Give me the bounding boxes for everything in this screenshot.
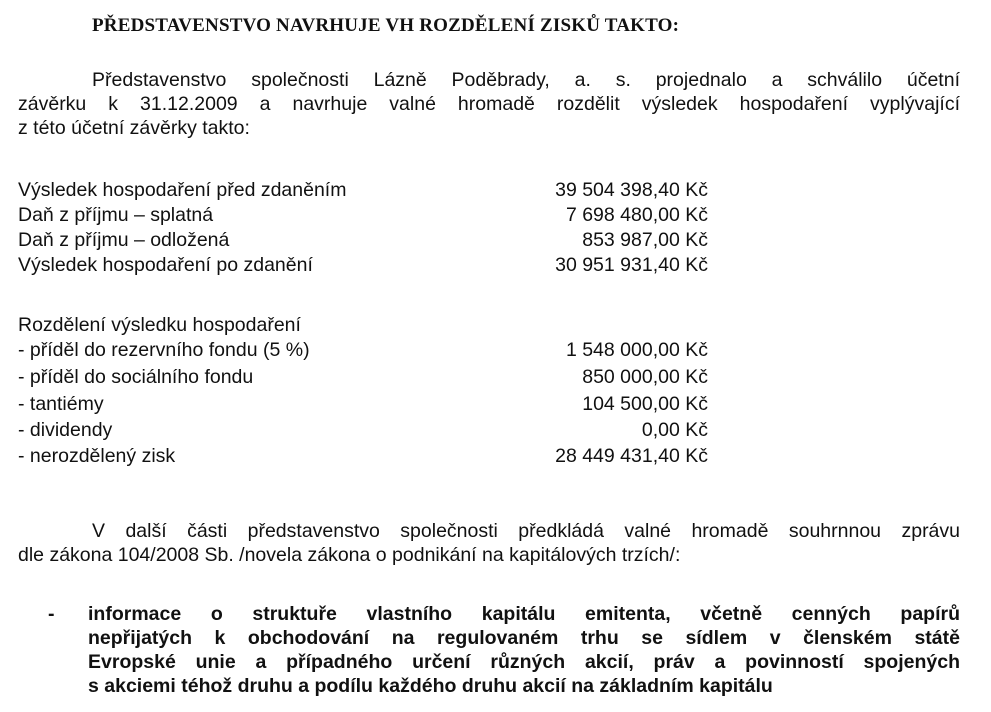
distribution-label: - nerozdělený zisk [18, 445, 176, 467]
distribution-amount: 850 000,00 Kč [582, 366, 708, 388]
bullet-line: s akciemi téhož druhu a podílu každého druhu akcií na základním kapitálu [88, 675, 773, 697]
intro-paragraph [18, 68, 960, 140]
financial-row [18, 178, 708, 202]
distribution-label: - tantiémy [18, 393, 104, 415]
distribution-amount: 104 500,00 Kč [582, 393, 708, 415]
financial-label: Výsledek hospodaření po zdanění [18, 254, 313, 276]
financial-label: Daň z příjmu – splatná [18, 204, 214, 226]
distribution-title [18, 313, 708, 337]
financial-label: Daň z příjmu – odložená [18, 229, 230, 251]
financial-label: Výsledek hospodaření před zdaněním [18, 179, 347, 201]
distribution-amount: 1 548 000,00 Kč [565, 339, 708, 361]
financial-amount: 30 951 931,40 Kč [555, 254, 708, 276]
bullet-line: nepřijatých k obchodování na regulovaném trhu se sídlem v členském státě [88, 627, 960, 649]
distribution-label: - dividendy [18, 419, 113, 441]
intro-line: z této účetní závěrky takto: [18, 117, 250, 139]
financial-row [18, 203, 708, 227]
financial-amount: 7 698 480,00 Kč [565, 204, 708, 226]
distribution-row [18, 418, 708, 442]
financial-row [18, 228, 708, 252]
bullet-text [88, 602, 960, 698]
bullet-line: Evropské unie a případného určení různých akcií, práv a povinností spojených [88, 651, 960, 673]
distribution-title-text: Rozdělení výsledku hospodaření [18, 314, 301, 336]
section-heading: PŘEDSTAVENSTVO NAVRHUJE VH ROZDĚLENÍ ZISKŮ TAKTO: [92, 15, 680, 36]
distribution-amount: 0,00 Kč [641, 419, 708, 441]
intro-line: Představenstvo společnosti Lázně Poděbrady, a. s. projednalo a schválilo účetní [92, 69, 960, 91]
report-line: V další části představenstvo společnosti předkládá valné hromadě souhrnnou zprávu [92, 520, 960, 542]
report-paragraph [18, 519, 960, 567]
distribution-row [18, 338, 708, 362]
distribution-label: - příděl do sociálního fondu [18, 366, 254, 388]
distribution-label: - příděl do rezervního fondu (5 %) [18, 339, 310, 361]
distribution-amount: 28 449 431,40 Kč [555, 445, 708, 467]
distribution-row [18, 365, 708, 389]
distribution-row [18, 444, 708, 468]
financial-amount: 39 504 398,40 Kč [555, 179, 708, 201]
bullet-line: informace o struktuře vlastního kapitálu emitenta, včetně cenných papírů [88, 603, 960, 625]
financial-amount: 853 987,00 Kč [582, 229, 708, 251]
intro-line: závěrku k 31.12.2009 a navrhuje valné hromadě rozdělit výsledek hospodaření vyplývající [18, 93, 960, 115]
financial-row [18, 253, 708, 277]
distribution-row [18, 392, 708, 416]
bullet-marker: - [48, 603, 55, 625]
report-line: dle zákona 104/2008 Sb. /novela zákona o podnikání na kapitálových trzích/: [18, 544, 681, 566]
